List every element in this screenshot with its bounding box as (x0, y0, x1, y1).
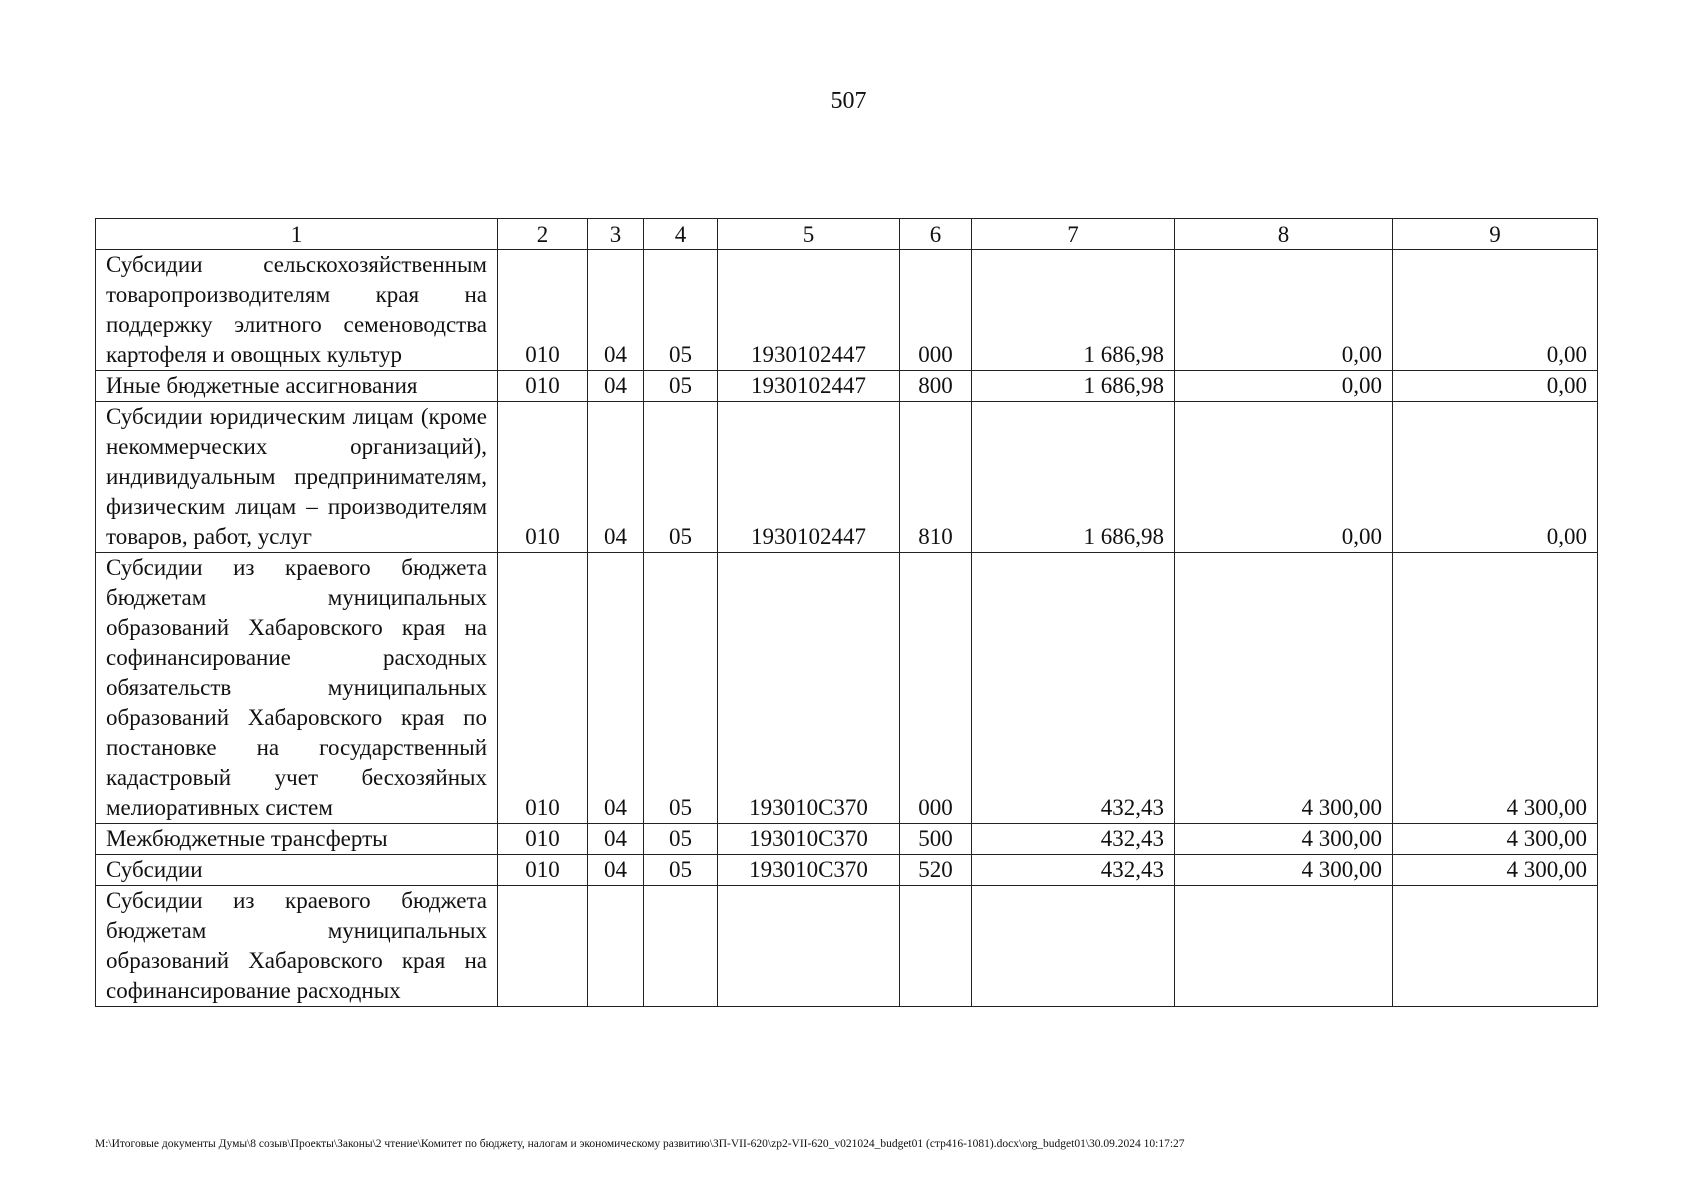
cell-amount-9: 4 300,00 (1393, 553, 1598, 824)
table-row (96, 855, 1598, 886)
cell-section: 04 (588, 824, 644, 855)
file-path-footer: M:\Итоговые документы Думы\8 созыв\Проекты\Законы\2 чтение\Комитет по бюджету, налогам и экономическому развитию\ЗП-VII-620\zp2-VII-620_v021024_budget01 (стр416-1081).docx\org_budget01\30.09.2024 10:17:27 (95, 1138, 1185, 1150)
col-header: 1 (96, 219, 498, 250)
cell-amount-8: 0,00 (1175, 371, 1393, 402)
table-row (96, 250, 1598, 371)
cell-subsection: 05 (644, 855, 718, 886)
cell-amount-7: 1 686,98 (972, 371, 1175, 402)
cell-expense-type: 500 (900, 824, 972, 855)
cell-section: 04 (588, 855, 644, 886)
cell-code: 010 (498, 402, 588, 553)
col-header: 5 (718, 219, 900, 250)
cell-expense-type: 800 (900, 371, 972, 402)
cell-target: 1930102447 (718, 250, 900, 371)
cell-code: 010 (498, 250, 588, 371)
cell-amount-7: 432,43 (972, 824, 1175, 855)
cell-amount-9: 0,00 (1393, 250, 1598, 371)
col-header: 7 (972, 219, 1175, 250)
cell-section: 04 (588, 402, 644, 553)
row-description: Межбюджетные трансферты (96, 824, 498, 855)
cell-amount-7: 1 686,98 (972, 402, 1175, 553)
row-description: Субсидии (96, 855, 498, 886)
page-number: 507 (830, 88, 867, 114)
cell-expense-type: 000 (900, 250, 972, 371)
col-header: 9 (1393, 219, 1598, 250)
col-header: 8 (1175, 219, 1393, 250)
cell-code (498, 886, 588, 1007)
cell-code: 010 (498, 824, 588, 855)
cell-subsection: 05 (644, 371, 718, 402)
col-header: 6 (900, 219, 972, 250)
header-row (96, 219, 1598, 250)
row-description: Субсидии из краевого бюджета бюджетам муниципальных образований Хабаровского края на софинансирование расходных (96, 886, 498, 1007)
table-row (96, 886, 1598, 1007)
table-row (96, 824, 1598, 855)
row-description: Субсидии сельскохозяйственным товаропроизводителям края на поддержку элитного семеноводства картофеля и овощных культур (96, 250, 498, 371)
cell-target: 193010С370 (718, 553, 900, 824)
cell-amount-7 (972, 886, 1175, 1007)
cell-section: 04 (588, 250, 644, 371)
row-description: Субсидии из краевого бюджета бюджетам муниципальных образований Хабаровского края на софинансирование расходных обязательств муниципальных образований Хабаровского края по постановке на государственный кадастровый учет бесхозяйных мелиоративных систем (96, 553, 498, 824)
cell-amount-7: 1 686,98 (972, 250, 1175, 371)
cell-expense-type: 810 (900, 402, 972, 553)
cell-target: 193010С370 (718, 824, 900, 855)
cell-section: 04 (588, 553, 644, 824)
cell-subsection: 05 (644, 250, 718, 371)
cell-amount-7: 432,43 (972, 855, 1175, 886)
cell-amount-8: 0,00 (1175, 250, 1393, 371)
cell-subsection: 05 (644, 553, 718, 824)
cell-section: 04 (588, 371, 644, 402)
cell-expense-type (900, 886, 972, 1007)
cell-section (588, 886, 644, 1007)
table-row (96, 402, 1598, 553)
cell-expense-type: 000 (900, 553, 972, 824)
cell-amount-8: 4 300,00 (1175, 855, 1393, 886)
cell-amount-8: 4 300,00 (1175, 553, 1393, 824)
row-description: Иные бюджетные ассигнования (96, 371, 498, 402)
col-header: 4 (644, 219, 718, 250)
cell-amount-9: 0,00 (1393, 402, 1598, 553)
cell-subsection (644, 886, 718, 1007)
cell-code: 010 (498, 855, 588, 886)
cell-expense-type: 520 (900, 855, 972, 886)
budget-table (95, 218, 1598, 1007)
col-header: 3 (588, 219, 644, 250)
cell-amount-8: 4 300,00 (1175, 824, 1393, 855)
cell-amount-9: 4 300,00 (1393, 855, 1598, 886)
cell-amount-8 (1175, 886, 1393, 1007)
cell-target: 1930102447 (718, 371, 900, 402)
cell-amount-9: 4 300,00 (1393, 824, 1598, 855)
cell-target: 1930102447 (718, 402, 900, 553)
cell-amount-9 (1393, 886, 1598, 1007)
row-description: Субсидии юридическим лицам (кроме некоммерческих организаций), индивидуальным предпринимателям, физическим лицам – производителям товаров, работ, услуг (96, 402, 498, 553)
cell-amount-7: 432,43 (972, 553, 1175, 824)
cell-subsection: 05 (644, 824, 718, 855)
col-header: 2 (498, 219, 588, 250)
table-row (96, 553, 1598, 824)
cell-code: 010 (498, 371, 588, 402)
cell-amount-9: 0,00 (1393, 371, 1598, 402)
cell-code: 010 (498, 553, 588, 824)
cell-target: 193010С370 (718, 855, 900, 886)
cell-amount-8: 0,00 (1175, 402, 1393, 553)
cell-target (718, 886, 900, 1007)
cell-subsection: 05 (644, 402, 718, 553)
table-row (96, 371, 1598, 402)
